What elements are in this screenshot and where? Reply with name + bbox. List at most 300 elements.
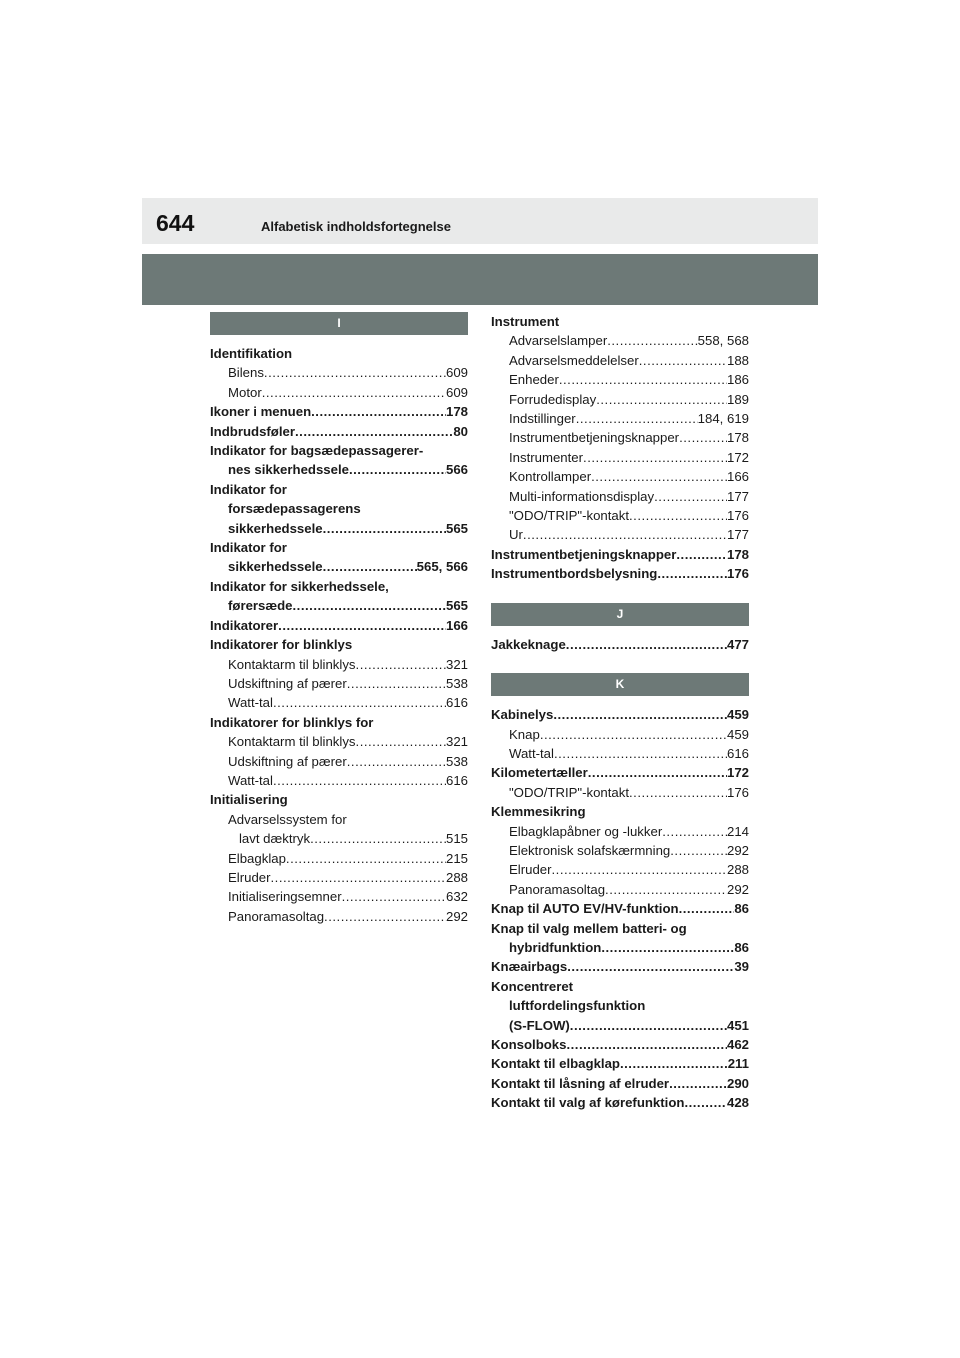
entry-line (210, 790, 468, 809)
section-spacer (491, 626, 749, 635)
index-subentry (491, 525, 749, 544)
entry-text: Indikatorer for blinklys for (210, 714, 374, 730)
entry-text: Udskiftning af pærer (228, 753, 347, 769)
entry-page-number: 566 (445, 462, 468, 478)
entry-page-number: 558, 568 (697, 333, 749, 349)
entry-line (491, 1054, 749, 1073)
entry-text: Indikator for (210, 481, 287, 497)
entry-line (228, 849, 468, 868)
dot-leader (286, 849, 446, 868)
index-entry (491, 977, 749, 1035)
entry-text: Watt-tal (228, 772, 273, 788)
dot-leader (583, 448, 727, 467)
entry-text: (S-FLOW) (509, 1017, 570, 1033)
index-entry (491, 802, 749, 821)
entry-text: hybridfunktion (509, 939, 602, 955)
entry-text: Kontakt til elbagklap (491, 1056, 620, 1072)
dot-leader (639, 351, 727, 370)
entry-text: Panoramasoltag (509, 881, 606, 897)
entry-page-number: 166 (445, 617, 468, 633)
entry-page-number: 166 (726, 469, 749, 485)
entry-text: Watt-tal (509, 745, 554, 761)
dot-leader (273, 771, 446, 790)
entry-page-number: 176 (726, 566, 749, 582)
entry-page-number: 178 (726, 430, 749, 446)
dot-leader (588, 763, 727, 782)
dot-leader (596, 390, 727, 409)
index-subentry (210, 752, 468, 771)
section-spacer (210, 335, 468, 344)
entry-text: Ur (509, 527, 523, 543)
entry-line (210, 441, 468, 460)
entry-page-number: 184, 619 (697, 411, 749, 427)
index-entry (491, 545, 749, 564)
entry-text: Indikator for bagsædepassagerer- (210, 443, 424, 459)
index-subentry (491, 725, 749, 744)
index-subentry (210, 363, 468, 382)
entry-text: Advarselssystem for (228, 811, 347, 827)
entry-page-number: 451 (726, 1017, 749, 1033)
index-entry (210, 790, 468, 809)
entry-line (491, 1093, 749, 1112)
entry-line (228, 771, 468, 790)
dot-leader (620, 1054, 728, 1073)
entry-line (210, 596, 468, 615)
dot-leader (676, 545, 727, 564)
dot-leader (347, 752, 446, 771)
dot-leader (311, 402, 446, 421)
entry-line (210, 460, 468, 479)
entry-line (491, 564, 749, 583)
index-subentry (210, 383, 468, 402)
dot-leader (271, 868, 446, 887)
entry-text: Kontaktarm til blinklys (228, 656, 356, 672)
entry-line (491, 1016, 749, 1035)
index-subentry (491, 428, 749, 447)
entry-page-number: 609 (445, 365, 468, 381)
index-subentry (491, 448, 749, 467)
entry-text: Kontakt til valg af kørefunktion (491, 1095, 685, 1111)
entry-line (491, 957, 749, 976)
entry-line (210, 499, 468, 518)
page-title: Alfabetisk indholdsfortegnelse (261, 219, 451, 234)
entry-page-number: 86 (734, 939, 749, 955)
index-subentry (491, 841, 749, 860)
index-entry (491, 1035, 749, 1054)
index-subentry (210, 693, 468, 712)
entry-line (491, 977, 749, 996)
dot-leader (278, 616, 446, 635)
entry-line (491, 899, 749, 918)
dot-leader (629, 783, 727, 802)
entry-text: Instrumentbordsbelysning (491, 566, 658, 582)
entry-text: lavt dæktryk (239, 831, 311, 847)
index-entry (491, 1074, 749, 1093)
index-entry (491, 957, 749, 976)
entry-text: "ODO/TRIP"-kontakt (509, 784, 630, 800)
entry-page-number: 177 (726, 488, 749, 504)
section-header-i: I (210, 312, 468, 335)
index-subentry (491, 390, 749, 409)
dot-leader (323, 519, 446, 538)
entry-line (228, 810, 468, 829)
index-entry (491, 1054, 749, 1073)
entry-text: Konsolboks (491, 1037, 567, 1052)
index-entry (491, 1093, 749, 1112)
index-entry (210, 616, 468, 635)
entry-line (509, 880, 749, 899)
entry-text: Instrumentbetjeningsknapper (509, 430, 680, 446)
entry-text: Koncentreret (491, 978, 574, 994)
entry-text: Kontaktarm til blinklys (228, 734, 356, 750)
index-entry (210, 577, 468, 616)
entry-page-number: 616 (445, 695, 468, 711)
index-subentry (210, 674, 468, 693)
entry-text: Indikatorer (210, 617, 279, 633)
dot-leader (679, 428, 727, 447)
entry-line (210, 713, 468, 732)
dot-leader (601, 938, 734, 957)
entry-page-number: 428 (726, 1095, 749, 1111)
entry-page-number: 609 (445, 384, 468, 400)
entry-page-number: 178 (726, 546, 749, 562)
index-subentry (491, 487, 749, 506)
dot-leader (262, 383, 446, 402)
entry-text: Instrumenter (509, 449, 584, 465)
index-entry (210, 480, 468, 538)
entry-line (210, 519, 468, 538)
index-entry (491, 763, 749, 782)
entry-line (210, 577, 468, 596)
entry-page-number: 565, 566 (416, 559, 468, 575)
dot-leader (349, 460, 446, 479)
entry-line (509, 506, 749, 525)
entry-line (228, 868, 468, 887)
index-subentry (210, 907, 468, 926)
entry-text: Instrument (491, 314, 560, 329)
entry-text: Motor (228, 384, 262, 400)
entry-page-number: 632 (445, 889, 468, 905)
index-entry (491, 312, 749, 331)
entry-page-number: 172 (726, 765, 749, 781)
entry-page-number: 177 (726, 527, 749, 543)
index-entry (210, 344, 468, 363)
dot-leader (684, 1093, 727, 1112)
section-spacer (491, 584, 749, 603)
decorative-band (142, 254, 818, 305)
entry-line (509, 744, 749, 763)
dot-leader (566, 635, 727, 654)
index-entry (210, 402, 468, 421)
index-subentry (210, 868, 468, 887)
index-subentry (210, 771, 468, 790)
entry-text: Kabinelys (491, 707, 554, 723)
entry-page-number: 565 (445, 520, 468, 536)
entry-line (509, 331, 749, 350)
entry-page-number: 292 (726, 881, 749, 897)
index-subentry (491, 506, 749, 525)
dot-leader (347, 674, 446, 693)
entry-text: Instrumentbetjeningsknapper (491, 546, 677, 562)
index-subentry (491, 331, 749, 350)
dot-leader (264, 363, 446, 382)
entry-text: Knap (509, 726, 540, 742)
entry-line (509, 351, 749, 370)
entry-page-number: 292 (445, 908, 468, 924)
dot-leader (591, 467, 727, 486)
dot-leader (552, 860, 727, 879)
entry-text: førersæde (228, 598, 293, 614)
dot-leader (570, 1016, 727, 1035)
entry-page-number: 39 (734, 959, 749, 975)
entry-line (509, 487, 749, 506)
entry-line (509, 783, 749, 802)
entry-line (210, 480, 468, 499)
entry-page-number: 288 (445, 869, 468, 885)
entry-page-number: 188 (726, 352, 749, 368)
entry-text: Udskiftning af pærer (228, 675, 347, 691)
entry-line (509, 725, 749, 744)
entry-line (509, 822, 749, 841)
index-column-left (210, 312, 468, 926)
dot-leader (293, 596, 446, 615)
entry-line (491, 1074, 749, 1093)
entry-text: Multi-informationsdisplay (509, 488, 655, 504)
dot-leader (607, 331, 697, 350)
entry-page-number: 616 (445, 772, 468, 788)
entry-line (228, 674, 468, 693)
entry-line (491, 802, 749, 821)
entry-text: Watt-tal (228, 695, 273, 711)
entry-text: nes sikkerhedssele (228, 462, 349, 478)
dot-leader (559, 370, 727, 389)
section-header-j: J (491, 603, 749, 626)
entry-page-number: 172 (726, 449, 749, 465)
index-entry (491, 635, 749, 654)
entry-line (491, 919, 749, 938)
index-column-right (491, 312, 749, 1113)
entry-page-number: 186 (726, 372, 749, 388)
entry-text: Knap til AUTO EV/HV-funktion (491, 901, 679, 917)
entry-line (491, 545, 749, 564)
dot-leader (273, 693, 446, 712)
index-entry (210, 538, 468, 577)
entry-text: Knap til valg mellem batteri- og (491, 920, 687, 936)
entry-text: Kontrollamper (509, 469, 592, 485)
index-subentry (491, 467, 749, 486)
dot-leader (356, 732, 446, 751)
entry-text: sikkerhedssele (228, 559, 323, 575)
entry-text: Advarselslamper (509, 333, 608, 349)
section-spacer (491, 696, 749, 705)
entry-page-number: 459 (726, 726, 749, 742)
entry-line (491, 763, 749, 782)
entry-text: Kontakt til låsning af elruder (491, 1075, 670, 1091)
dot-leader (662, 822, 727, 841)
entry-text: Klemmesikring (491, 804, 586, 820)
entry-page-number: 565 (445, 598, 468, 614)
entry-page-number: 290 (726, 1075, 749, 1091)
entry-text: Indikator for sikkerhedssele, (210, 578, 389, 594)
entry-line (491, 1035, 749, 1054)
dot-leader (523, 525, 727, 544)
dot-leader (654, 487, 727, 506)
section-spacer (491, 654, 749, 673)
entry-line (491, 938, 749, 957)
entry-text: Elbagklapåbner og -lukker (509, 823, 663, 839)
entry-page-number: 86 (734, 901, 749, 917)
entry-line (509, 525, 749, 544)
index-subentry (491, 822, 749, 841)
dot-leader (679, 899, 735, 918)
section-header-k: K (491, 673, 749, 696)
entry-page-number: 462 (726, 1037, 749, 1052)
dot-leader (310, 829, 446, 848)
index-entry (210, 441, 468, 480)
entry-text: Enheder (509, 372, 559, 388)
index-entry (210, 713, 468, 732)
index-entry (210, 635, 468, 654)
entry-line (491, 996, 749, 1015)
entry-page-number: 215 (445, 850, 468, 866)
entry-text: Initialisering (210, 792, 288, 808)
entry-text: Jakkeknage (491, 636, 566, 652)
index-subentry (491, 783, 749, 802)
index-subentry (210, 849, 468, 868)
entry-page-number: 321 (445, 734, 468, 750)
entry-line (228, 732, 468, 751)
entry-line (210, 635, 468, 654)
entry-text: sikkerhedssele (228, 520, 323, 536)
entry-line (210, 402, 468, 421)
entry-text: Ikoner i menuen (210, 404, 312, 420)
entry-line (210, 344, 468, 363)
entry-page-number: 538 (445, 675, 468, 691)
entry-text: Panoramasoltag (228, 908, 325, 924)
index-subentry (210, 732, 468, 751)
index-entry (491, 564, 749, 583)
entry-line (509, 390, 749, 409)
entry-text: Indikator for (210, 540, 287, 556)
entry-page-number: 288 (726, 862, 749, 878)
entry-page-number: 515 (445, 831, 468, 847)
entry-page-number: 176 (726, 784, 749, 800)
entry-line (210, 557, 468, 576)
entry-page-number: 214 (726, 823, 749, 839)
entry-line (509, 409, 749, 428)
index-subentry (491, 351, 749, 370)
entry-line (228, 887, 468, 906)
entry-page-number: 616 (726, 745, 749, 761)
entry-line (509, 841, 749, 860)
entry-line (491, 635, 749, 654)
entry-text: Elruder (228, 869, 271, 885)
dot-leader (356, 655, 446, 674)
entry-line (509, 467, 749, 486)
entry-line (491, 705, 749, 724)
entry-page-number: 459 (726, 707, 749, 723)
entry-line (228, 655, 468, 674)
entry-page-number: 189 (726, 391, 749, 407)
dot-leader (566, 1035, 727, 1054)
entry-page-number: 178 (445, 404, 468, 420)
entry-line (509, 428, 749, 447)
entry-text: Indikatorer for blinklys (210, 637, 353, 653)
dot-leader (324, 907, 446, 926)
index-entry (210, 422, 468, 441)
entry-line (210, 616, 468, 635)
entry-text: Kilometertæller (491, 765, 588, 781)
entry-text: Indbrudsføler (210, 423, 295, 439)
entry-line (228, 363, 468, 382)
entry-line (509, 860, 749, 879)
dot-leader (553, 705, 727, 724)
entry-text: Advarselsmeddelelser (509, 352, 639, 368)
entry-line (509, 370, 749, 389)
dot-leader (295, 422, 453, 441)
dot-leader (342, 887, 446, 906)
dot-leader (670, 841, 727, 860)
entry-text: Indstillinger (509, 411, 576, 427)
index-subentry (210, 810, 468, 849)
entry-page-number: 292 (726, 842, 749, 858)
entry-text: Initialiseringsemner (228, 889, 342, 905)
header-band (142, 198, 818, 244)
index-subentry (491, 409, 749, 428)
entry-line (491, 312, 749, 331)
entry-line (228, 693, 468, 712)
entry-text: Forrudedisplay (509, 391, 597, 407)
dot-leader (554, 744, 727, 763)
entry-page-number: 176 (726, 508, 749, 524)
entry-line (228, 829, 468, 848)
index-subentry (491, 860, 749, 879)
index-subentry (491, 880, 749, 899)
dot-leader (576, 409, 698, 428)
dot-leader (657, 564, 727, 583)
dot-leader (323, 557, 417, 576)
dot-leader (605, 880, 727, 899)
entry-page-number: 211 (727, 1056, 749, 1072)
entry-text: Bilens (228, 365, 264, 381)
dot-leader (629, 506, 727, 525)
entry-page-number: 477 (726, 636, 749, 652)
dot-leader (669, 1074, 727, 1093)
entry-text: forsædepassagerens (228, 501, 361, 517)
entry-line (228, 383, 468, 402)
index-subentry (491, 744, 749, 763)
entry-text: luftfordelingsfunktion (509, 998, 646, 1014)
entry-page-number: 80 (453, 423, 468, 439)
entry-line (210, 538, 468, 557)
entry-text: "ODO/TRIP"-kontakt (509, 508, 630, 524)
index-entry (491, 899, 749, 918)
index-subentry (210, 887, 468, 906)
entry-page-number: 538 (445, 753, 468, 769)
page-number: 644 (156, 210, 195, 236)
entry-line (509, 448, 749, 467)
index-entry (491, 705, 749, 724)
entry-line (228, 752, 468, 771)
dot-leader (567, 957, 734, 976)
dot-leader (540, 725, 727, 744)
entry-line (210, 422, 468, 441)
entry-line (228, 907, 468, 926)
index-subentry (491, 370, 749, 389)
entry-text: Elektronisk solafskærmning (509, 842, 671, 858)
index-subentry (210, 655, 468, 674)
entry-text: Elruder (509, 862, 552, 878)
